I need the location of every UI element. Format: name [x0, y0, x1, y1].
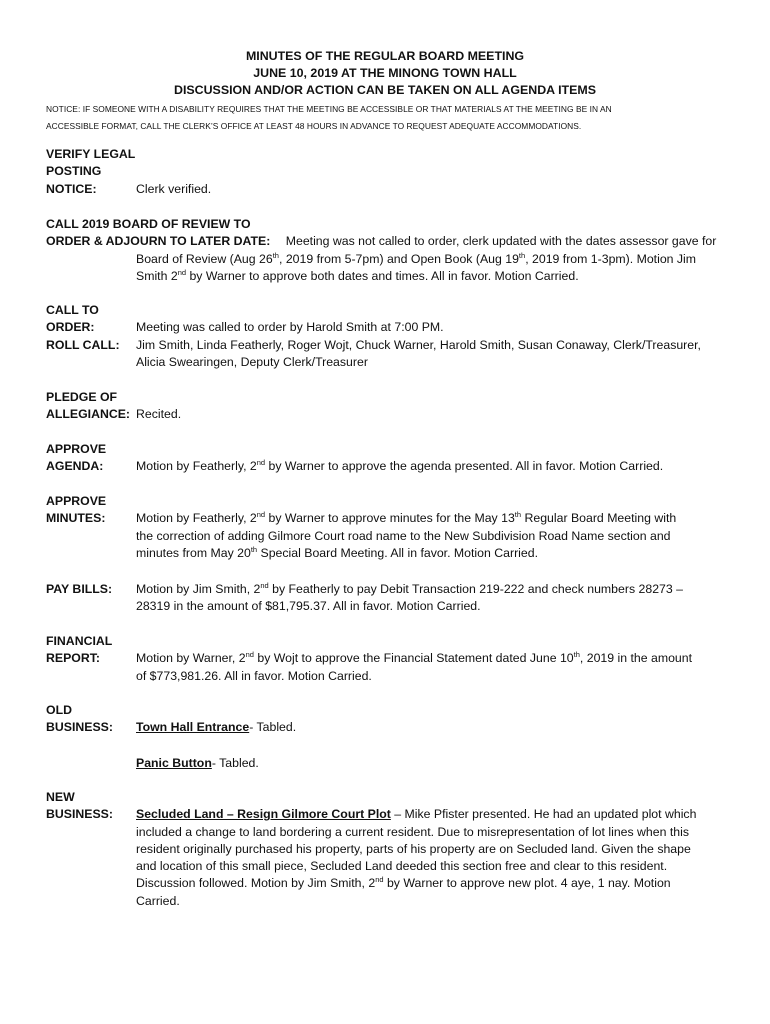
review-label-2: ORDER & ADJOURN TO LATER DATE:	[46, 234, 271, 249]
minutes-label-2: MINUTES:	[46, 511, 106, 526]
section-new-business	[46, 789, 736, 910]
minutes-line-3: minutes from May 20th Special Board Meeting. All in favor. Motion Carried.	[136, 544, 538, 560]
roll-call-line-1: Jim Smith, Linda Featherly, Roger Wojt, Chuck Warner, Harold Smith, Susan Conaway, Clerk/Treasurer,	[136, 337, 701, 352]
new-line-4: and location of this small piece, Secluded Land deeded this section free and clear to this resident.	[136, 859, 668, 874]
new-line-2: included a change to land bordering a current resident. Due to misrepresentation of lot lines when this	[136, 824, 690, 839]
section-pledge	[46, 389, 736, 424]
new-line-5: Discussion followed. Motion by Jim Smith, 2nd by Warner to approve new plot. 4 aye, 1 nay. Motion	[136, 875, 671, 891]
section-pay-bills	[46, 581, 736, 616]
minutes-line-2: the correction of adding Gilmore Court road name to the New Subdivision Road Name section and	[136, 528, 671, 543]
old-label-2: BUSINESS:	[46, 720, 113, 735]
new-line-1: Secluded Land – Resign Gilmore Court Plot – Mike Pfister presented. He had an updated plot which	[136, 807, 697, 822]
financial-line-2: of $773,981.26. All in favor. Motion Carried.	[136, 668, 372, 683]
review-line-3: Smith 2nd by Warner to approve both dates and times. All in favor. Motion Carried.	[136, 267, 579, 283]
old-item-1: Town Hall Entrance- Tabled.	[136, 720, 297, 735]
posting-label-3: NOTICE:	[46, 181, 97, 196]
section-financial-report	[46, 633, 736, 685]
bills-label: PAY BILLS:	[46, 582, 113, 596]
roll-call-line-2: Alicia Swearingen, Deputy Clerk/Treasurer	[136, 354, 368, 369]
call-label-1: CALL TO	[46, 303, 99, 317]
agenda-text: Motion by Featherly, 2nd by Warner to approve the agenda presented. All in favor. Motion Carried.	[136, 458, 664, 474]
review-line-1: Meeting was not called to order, clerk updated with the dates assessor gave for	[285, 234, 717, 249]
notice-line-1: NOTICE: IF SOMEONE WITH A DISABILITY REQUIRES THAT THE MEETING BE ACCESSIBLE OR THAT MATERIALS AT THE MEETING BE IN AN	[46, 104, 612, 114]
minutes-line-1: Motion by Featherly, 2nd by Warner to approve minutes for the May 13th Regular Board Meeting with	[136, 510, 677, 526]
title-line-3: DISCUSSION AND/OR ACTION CAN BE TAKEN ON ALL AGENDA ITEMS	[174, 83, 596, 97]
pledge-label-2: ALLEGIANCE:	[46, 407, 131, 422]
bills-line-1: Motion by Jim Smith, 2nd by Featherly to pay Debit Transaction 219-222 and check numbers 28273 –	[136, 581, 683, 596]
pledge-text: Recited.	[136, 407, 182, 422]
new-line-6: Carried.	[136, 893, 180, 908]
financial-label-2: REPORT:	[46, 651, 100, 666]
section-approve-agenda	[46, 441, 736, 476]
old-item-2: Panic Button- Tabled.	[136, 755, 259, 770]
section-call-to-order	[46, 302, 736, 371]
minutes-label-1: APPROVE	[46, 494, 107, 508]
old-label-1: OLD	[46, 703, 72, 717]
new-label-2: BUSINESS:	[46, 807, 113, 822]
section-board-of-review	[46, 216, 736, 285]
new-label-1: NEW	[46, 790, 75, 804]
pledge-label-1: PLEDGE OF	[46, 390, 118, 404]
agenda-label-1: APPROVE	[46, 442, 107, 456]
title-line-2: JUNE 10, 2019 AT THE MINONG TOWN HALL	[253, 66, 517, 80]
section-approve-minutes	[46, 493, 736, 562]
financial-label-1: FINANCIAL	[46, 634, 113, 648]
posting-text: Clerk verified.	[136, 181, 212, 196]
agenda-label-2: AGENDA:	[46, 459, 104, 474]
new-line-3: resident originally purchased his property, parts of his property are on Secluded land. Given the shape	[136, 841, 691, 856]
call-label-2: ORDER:	[46, 320, 95, 335]
financial-line-1: Motion by Warner, 2nd by Wojt to approve the Financial Statement dated June 10th, 2019 in the amount	[136, 650, 693, 666]
review-label-1: CALL 2019 BOARD OF REVIEW TO	[46, 217, 251, 231]
call-label-3: ROLL CALL:	[46, 337, 120, 352]
notice-line-2: ACCESSIBLE FORMAT, CALL THE CLERK’S OFFICE AT LEAST 48 HOURS IN ADVANCE TO REQUEST ADEQUATE ACCOMMODATIONS.	[46, 121, 582, 131]
call-order-text: Meeting was called to order by Harold Smith at 7:00 PM.	[136, 320, 444, 335]
review-line-2: Board of Review (Aug 26th, 2019 from 5-7pm) and Open Book (Aug 19th, 2019 from 1-3pm). Motion Jim	[136, 250, 697, 266]
bills-line-2: 28319 in the amount of $81,795.37. All in favor. Motion Carried.	[136, 599, 481, 614]
section-old-business	[46, 702, 736, 772]
posting-label-1: VERIFY LEGAL	[46, 147, 136, 161]
title-line-1: MINUTES OF THE REGULAR BOARD MEETING	[245, 49, 525, 63]
posting-label-2: POSTING	[46, 164, 102, 179]
section-posting	[46, 146, 736, 198]
